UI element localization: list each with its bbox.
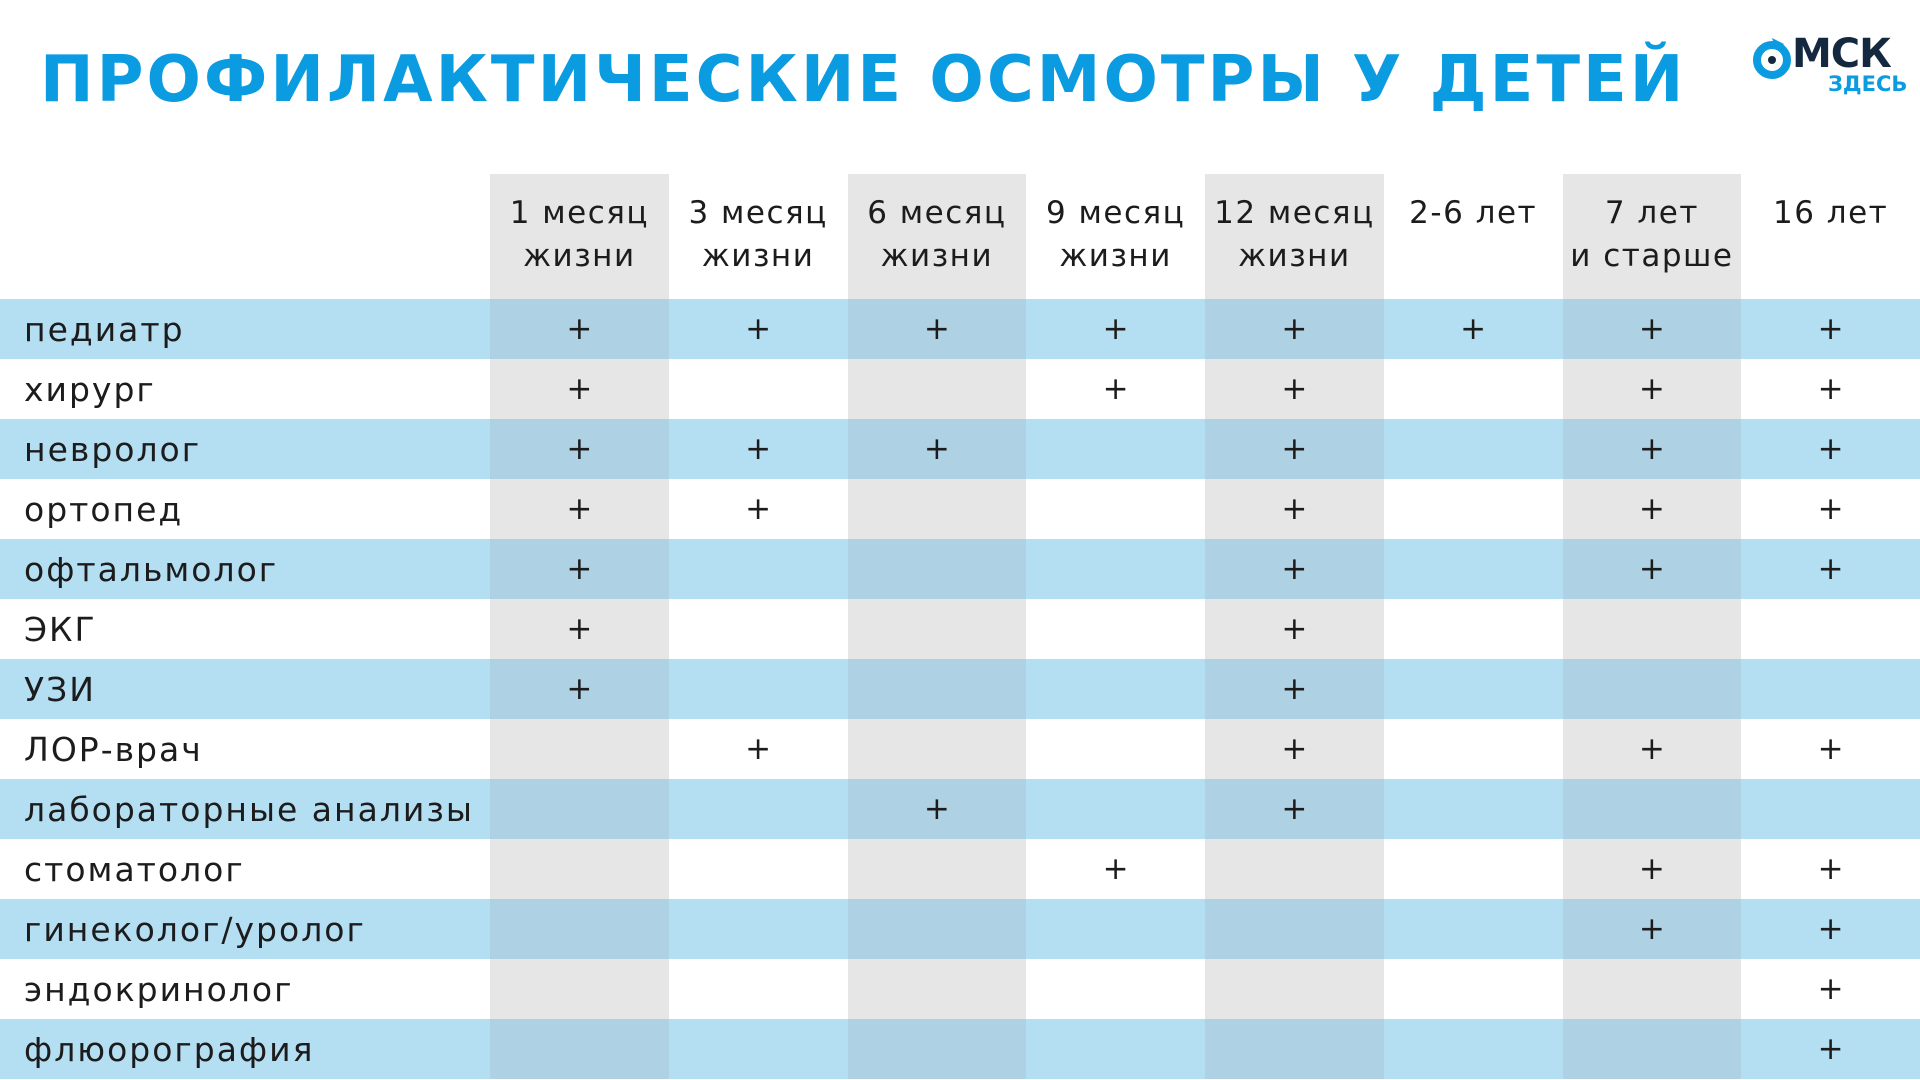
logo-ring-icon [1750, 36, 1794, 80]
table-cell [1384, 599, 1563, 659]
table-cell [848, 359, 1027, 419]
table-cell [669, 359, 848, 419]
table-cell [1741, 659, 1920, 719]
logo-subtitle: ЗДЕСЬ [1828, 72, 1908, 96]
table-cell: + [1205, 599, 1384, 659]
column-header: 1 месяц жизни [490, 174, 669, 299]
table-cell [1026, 779, 1205, 839]
table-cell [1563, 599, 1742, 659]
table-row [0, 959, 1920, 1019]
table-row [0, 419, 1920, 479]
table-cell [490, 839, 669, 899]
table-cell: + [1205, 359, 1384, 419]
table-cell: + [1205, 539, 1384, 599]
table-cell [1026, 1019, 1205, 1079]
table-cell: + [669, 419, 848, 479]
table-cell [1384, 779, 1563, 839]
table-cell: + [1741, 839, 1920, 899]
table-cell: + [1563, 899, 1742, 959]
table-cell [848, 659, 1027, 719]
table-cell [1205, 959, 1384, 1019]
row-label: ортопед [0, 479, 490, 539]
table-cell: + [1384, 299, 1563, 359]
table-cell: + [1205, 299, 1384, 359]
table-cell [1384, 659, 1563, 719]
table-cell: + [1563, 839, 1742, 899]
table-cell [669, 1019, 848, 1079]
table-cell [1026, 959, 1205, 1019]
table-cell: + [490, 539, 669, 599]
table-cell [1026, 479, 1205, 539]
table-cell [669, 779, 848, 839]
table-cell [490, 779, 669, 839]
table-cell: + [1563, 479, 1742, 539]
column-header: 7 лет и старше [1563, 174, 1742, 299]
table-cell [669, 899, 848, 959]
table-cell [1563, 659, 1742, 719]
table-cell [848, 719, 1027, 779]
logo-wordmark: МСК [1792, 31, 1891, 77]
table-cell [669, 599, 848, 659]
table-cell [669, 539, 848, 599]
table-cell [1384, 899, 1563, 959]
table-cell [490, 1019, 669, 1079]
table-cell: + [490, 479, 669, 539]
table-cell [1205, 839, 1384, 899]
row-label: УЗИ [0, 659, 490, 719]
column-header: 3 месяц жизни [688, 195, 828, 274]
table-cell [490, 899, 669, 959]
table-cell: + [848, 419, 1027, 479]
table-cell: + [1741, 959, 1920, 1019]
table-cell: + [1205, 779, 1384, 839]
table-cell [490, 959, 669, 1019]
table-cell: + [669, 479, 848, 539]
column-header: 9 месяц жизни [1045, 195, 1186, 274]
table-row [0, 479, 1920, 539]
omsk-zdes-logo [1746, 16, 1906, 96]
table-cell [1384, 419, 1563, 479]
row-label: лабораторные анализы [0, 779, 490, 839]
table-row [0, 539, 1920, 599]
table-row [0, 599, 1920, 659]
table-cell [669, 959, 848, 1019]
table-cell: + [1741, 1019, 1920, 1079]
row-label: эндокринолог [0, 959, 490, 1019]
table-cell: + [1205, 479, 1384, 539]
row-label: невролог [0, 419, 490, 479]
row-label: ЛОР-врач [0, 719, 490, 779]
table-cell [1563, 1019, 1742, 1079]
table-cell: + [1741, 899, 1920, 959]
table-row [0, 779, 1920, 839]
table-cell [1205, 1019, 1384, 1079]
header-corner [0, 174, 490, 299]
table-cell: + [1741, 359, 1920, 419]
table-cell [490, 719, 669, 779]
table-cell [1741, 599, 1920, 659]
table-cell: + [848, 299, 1027, 359]
row-label: флюорография [0, 1019, 490, 1079]
table-cell [1384, 1019, 1563, 1079]
table-cell [848, 479, 1027, 539]
table-cell: + [490, 299, 669, 359]
table-cell [1384, 479, 1563, 539]
table-row [0, 899, 1920, 959]
table-cell [669, 659, 848, 719]
table-cell: + [1026, 839, 1205, 899]
table-row [0, 1019, 1920, 1079]
table-row [0, 359, 1920, 419]
table-cell: + [1026, 299, 1205, 359]
table-cell [1026, 599, 1205, 659]
row-label: ЭКГ [0, 599, 490, 659]
table-cell [848, 599, 1027, 659]
page-title: ПРОФИЛАКТИЧЕСКИЕ ОСМОТРЫ У ДЕТЕЙ [40, 43, 1687, 117]
row-label: офтальмолог [0, 539, 490, 599]
table-cell: + [1205, 419, 1384, 479]
table-row [0, 839, 1920, 899]
table-cell [1384, 359, 1563, 419]
table-cell: + [1741, 419, 1920, 479]
table-cell: + [669, 719, 848, 779]
table-row [0, 299, 1920, 359]
table-cell [669, 839, 848, 899]
table-cell [848, 1019, 1027, 1079]
table-cell: + [490, 659, 669, 719]
table-cell [1563, 959, 1742, 1019]
table-cell: + [1563, 299, 1742, 359]
table-cell: + [1563, 539, 1742, 599]
table-cell: + [490, 419, 669, 479]
table-cell: + [1026, 359, 1205, 419]
table-cell [1026, 659, 1205, 719]
table-cell [1384, 839, 1563, 899]
column-header: 6 месяц жизни [848, 174, 1027, 299]
table-cell: + [1741, 539, 1920, 599]
table-cell [1384, 539, 1563, 599]
column-header: 12 месяц жизни [1205, 174, 1384, 299]
column-header: 16 лет [1773, 195, 1889, 231]
table-cell: + [1205, 719, 1384, 779]
table-cell [1026, 719, 1205, 779]
checkup-schedule-table [0, 174, 1920, 1079]
table-cell: + [848, 779, 1027, 839]
table-cell: + [1741, 719, 1920, 779]
table-cell [848, 539, 1027, 599]
table-cell [848, 899, 1027, 959]
table-cell [848, 839, 1027, 899]
table-cell: + [1205, 659, 1384, 719]
table-cell [1384, 959, 1563, 1019]
table-cell: + [1563, 719, 1742, 779]
row-label: стоматолог [0, 839, 490, 899]
column-header: 2-6 лет [1409, 195, 1538, 231]
table-cell [1205, 899, 1384, 959]
table-cell [848, 959, 1027, 1019]
table-cell [1741, 779, 1920, 839]
table-cell: + [1741, 299, 1920, 359]
table-cell: + [490, 599, 669, 659]
table-cell: + [1741, 479, 1920, 539]
table-cell [1026, 899, 1205, 959]
row-label: гинеколог/уролог [0, 899, 490, 959]
row-label: педиатр [0, 299, 490, 359]
table-cell: + [490, 359, 669, 419]
table-row [0, 659, 1920, 719]
table-cell: + [669, 299, 848, 359]
table-cell: + [1563, 419, 1742, 479]
schedule-body [0, 299, 1920, 1079]
table-cell [1026, 539, 1205, 599]
table-cell: + [1563, 359, 1742, 419]
row-label: хирург [0, 359, 490, 419]
table-cell [1026, 419, 1205, 479]
table-row [0, 719, 1920, 779]
table-cell [1563, 779, 1742, 839]
header-row [0, 174, 1920, 299]
table-cell [1384, 719, 1563, 779]
